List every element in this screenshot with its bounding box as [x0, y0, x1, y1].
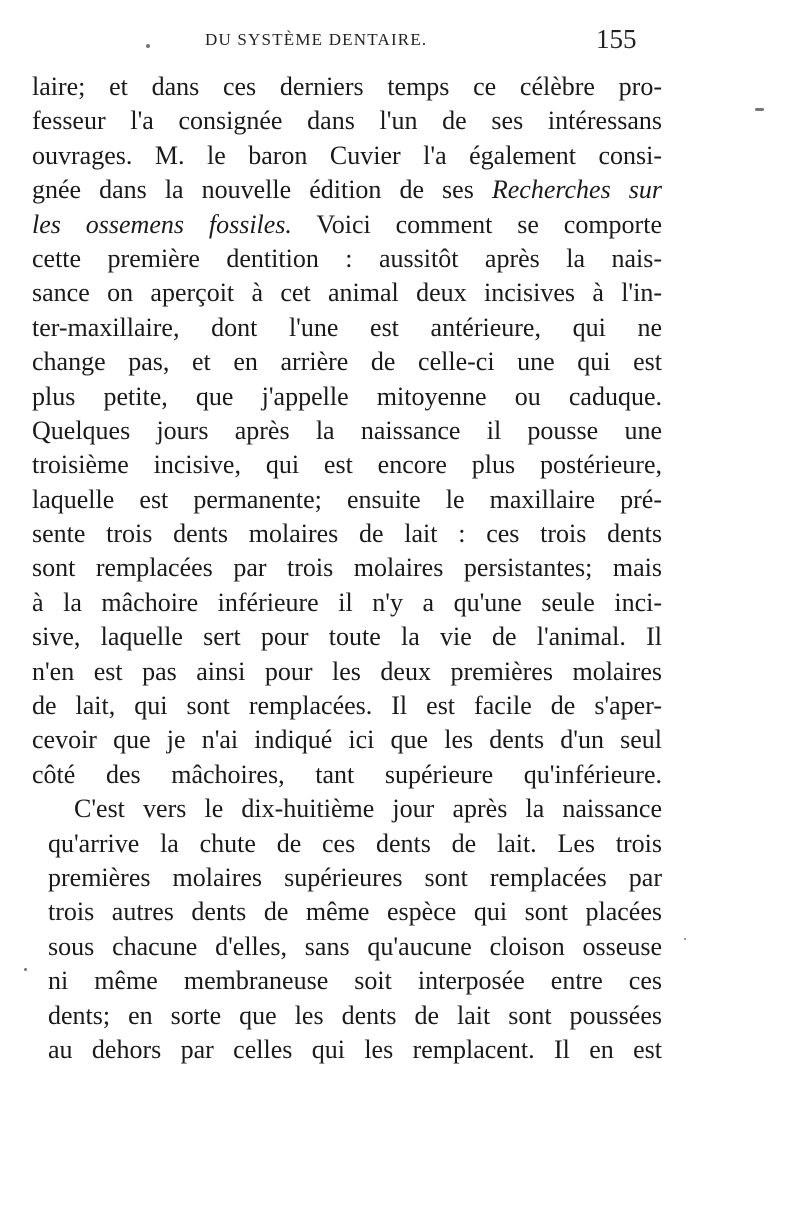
text-line — [32, 208, 662, 242]
text-line: ouvrages. M. le baron Cuvier l'a également consi- — [32, 140, 662, 170]
text-line: dents; en sorte que les dents de lait sont poussées — [48, 1000, 662, 1030]
text-line: sous chacune d'elles, sans qu'aucune cloison osseuse — [48, 931, 662, 961]
text-line: laquelle est permanente; ensuite le maxillaire pré- — [32, 484, 662, 514]
text-line: qu'arrive la chute de ces dents de lait. Les trois — [48, 828, 662, 858]
text-line: côté des mâchoires, tant supérieure qu'inférieure. — [32, 759, 662, 789]
text-line: ni même membraneuse soit interposée entre ces — [48, 966, 662, 996]
text-line: cevoir que je n'ai indiqué ici que les dents d'un seul — [32, 725, 662, 755]
text-line: n'en est pas ainsi pour les deux premières molaires — [32, 656, 662, 686]
text-line: plus petite, que j'appelle mitoyenne ou caduque. — [32, 381, 662, 411]
running-head: DU SYSTÈME DENTAIRE. — [205, 30, 428, 49]
ink-speck — [24, 968, 27, 971]
text-line — [32, 173, 662, 207]
text-line: sont remplacées par trois molaires persistantes; mais — [32, 553, 662, 583]
text-line: change pas, et en arrière de celle-ci une qui est — [32, 347, 662, 377]
text-line: trois autres dents de même espèce qui sont placées — [48, 897, 662, 927]
text-line: au dehors par celles qui les remplacent. Il en est — [48, 1034, 662, 1064]
text-segment: Voici comment se comporte — [291, 209, 662, 239]
text-line: de lait, qui sont remplacées. Il est facile de s'aper- — [32, 691, 662, 721]
text-line: premières molaires supérieures sont remplacées par — [48, 862, 662, 892]
text-line: à la mâchoire inférieure il n'y a qu'une seule inci- — [32, 587, 662, 617]
text-line: ter-maxillaire, dont l'une est antérieure, qui ne — [32, 312, 662, 342]
text-line: laire; et dans ces derniers temps ce célèbre pro- — [32, 72, 662, 101]
body-text — [32, 70, 662, 1067]
italic-title-segment: Recherches sur — [491, 175, 662, 205]
italic-title-segment: les ossemens fossiles. — [32, 209, 292, 239]
text-line: Quelques jours après la naissance il pousse une — [32, 415, 662, 445]
paragraph-first-line: C'est vers le dix-huitième jour après la naissance — [74, 794, 662, 824]
page-number: 155 — [596, 24, 637, 54]
text-line: cette première dentition : aussitôt après la nais- — [32, 243, 662, 273]
ink-speck — [684, 938, 686, 940]
ink-speck — [755, 108, 764, 111]
text-line: sive, laquelle sert pour toute la vie de l'animal. Il — [32, 622, 662, 652]
text-line: sente trois dents molaires de lait : ces trois dents — [32, 519, 662, 549]
text-segment: gnée dans la nouvelle édition de ses — [32, 175, 492, 205]
text-line: sance on aperçoit à cet animal deux incisives à l'in- — [32, 278, 662, 308]
text-line: troisième incisive, qui est encore plus postérieure, — [32, 450, 662, 480]
ink-speck — [146, 44, 150, 48]
text-line: fesseur l'a consignée dans l'un de ses intéressans — [32, 106, 662, 136]
